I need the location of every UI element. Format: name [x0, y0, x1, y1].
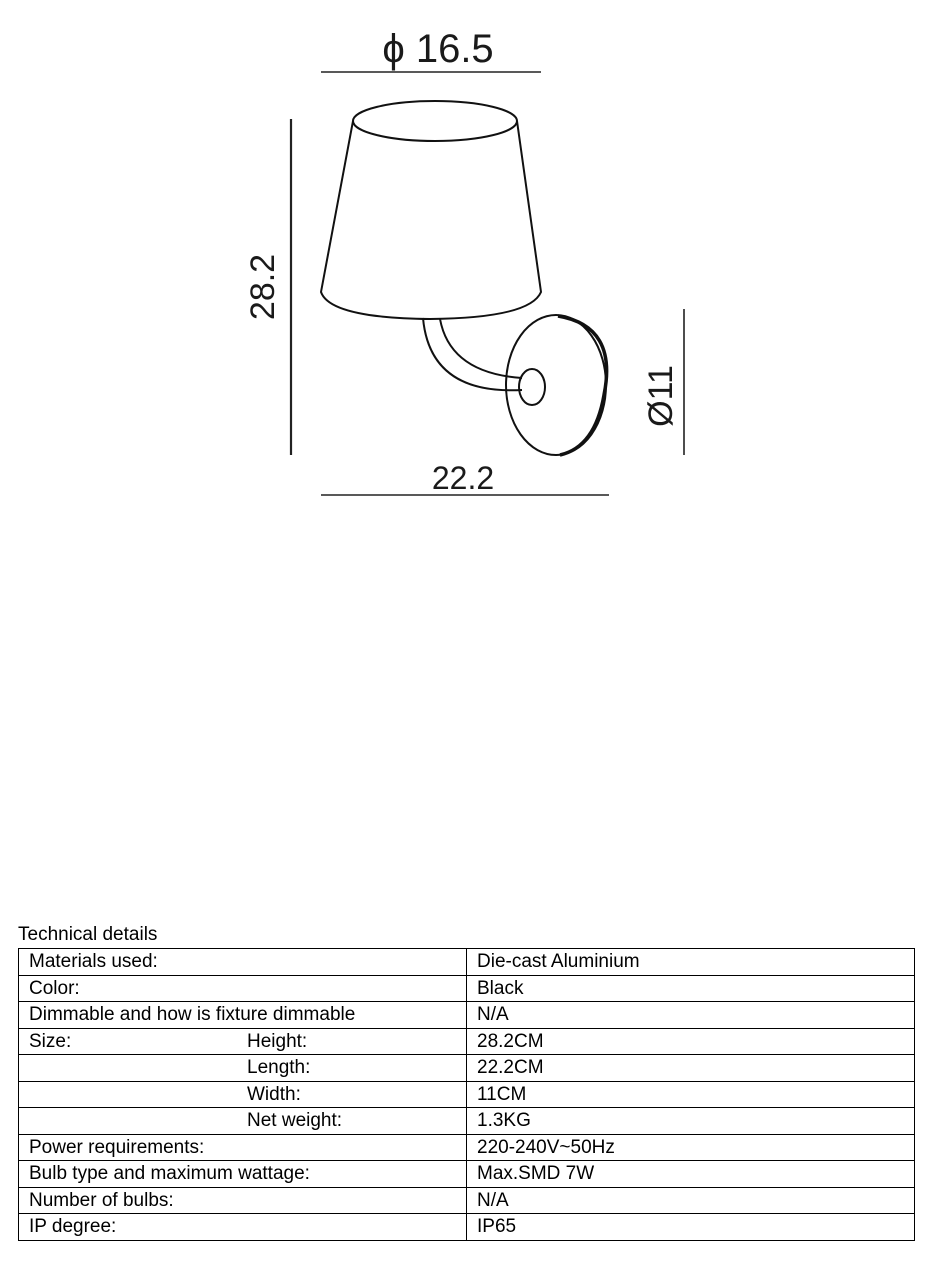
technical-details-title: Technical details [18, 924, 158, 945]
spec-label-cell [19, 1108, 467, 1135]
spec-sublabel: Width: [247, 1083, 301, 1105]
spec-label-cell [19, 1081, 467, 1108]
spec-label-wrap [29, 1135, 466, 1160]
table-row [19, 1134, 915, 1161]
height-dimension-label: 28.2 [244, 253, 282, 321]
lamp-shade [321, 101, 541, 319]
spec-label: Dimmable and how is fixture dimmable [29, 1004, 356, 1026]
spec-label-wrap [29, 976, 466, 1001]
spec-label: Bulb type and maximum wattage: [29, 1163, 310, 1185]
spec-label: IP degree: [29, 1216, 117, 1238]
spec-label [29, 1055, 247, 1080]
table-row [19, 1081, 915, 1108]
spec-label: Number of bulbs: [29, 1189, 174, 1211]
spec-value: 220-240V~50Hz [467, 1134, 915, 1161]
spec-label-wrap [29, 1002, 466, 1027]
top-dimension-label: ϕ 16.5 [382, 27, 494, 71]
table-row [19, 975, 915, 1002]
table-row [19, 1002, 915, 1029]
spec-sublabel: Net weight: [247, 1110, 343, 1132]
base-diameter-label: Ø11 [642, 365, 680, 427]
table-row [19, 1028, 915, 1055]
spec-label-cell [19, 949, 467, 976]
spec-value: 22.2CM [467, 1055, 915, 1082]
wall-plate [506, 315, 607, 455]
table-row [19, 1214, 915, 1241]
table-row [19, 1108, 915, 1135]
spec-value: 1.3KG [467, 1108, 915, 1135]
spec-label-wrap [29, 1029, 466, 1054]
spec-label: Size: [29, 1030, 72, 1052]
spec-value: N/A [467, 1187, 915, 1214]
spec-label: Color: [29, 977, 80, 999]
spec-value: N/A [467, 1002, 915, 1029]
spec-value: 28.2CM [467, 1028, 915, 1055]
spec-label [29, 1108, 247, 1133]
spec-label-wrap [29, 1108, 466, 1133]
table-row [19, 1055, 915, 1082]
spec-label [29, 1082, 247, 1107]
spec-label-cell [19, 1161, 467, 1188]
spec-value: Max.SMD 7W [467, 1161, 915, 1188]
spec-label-cell [19, 1055, 467, 1082]
spec-sublabel: Height: [247, 1030, 308, 1052]
spec-label-wrap [29, 1188, 466, 1213]
width-dimension-label: 22.2 [431, 460, 495, 496]
table-row [19, 949, 915, 976]
technical-details-table [18, 948, 915, 1241]
spec-label-cell [19, 1028, 467, 1055]
spec-label-wrap [29, 1082, 466, 1107]
spec-label: Power requirements: [29, 1136, 205, 1158]
spec-label-cell [19, 975, 467, 1002]
spec-sublabel: Length: [247, 1057, 311, 1079]
spec-value: Black [467, 975, 915, 1002]
spec-label-cell [19, 1187, 467, 1214]
spec-value: 11CM [467, 1081, 915, 1108]
spec-value: IP65 [467, 1214, 915, 1241]
spec-label-cell [19, 1214, 467, 1241]
technical-details-section [18, 922, 912, 1241]
spec-label-wrap [29, 1214, 466, 1239]
spec-value: Die-cast Aluminium [467, 949, 915, 976]
spec-label-wrap [29, 1161, 466, 1186]
table-row [19, 1187, 915, 1214]
spec-label: Materials used: [29, 951, 158, 973]
spec-label-cell [19, 1134, 467, 1161]
spec-label-wrap [29, 949, 466, 974]
spec-label-cell [19, 1002, 467, 1029]
lamp-arm [423, 318, 522, 390]
lamp-technical-drawing [0, 0, 947, 520]
table-row [19, 1161, 915, 1188]
spec-label-wrap [29, 1055, 466, 1080]
